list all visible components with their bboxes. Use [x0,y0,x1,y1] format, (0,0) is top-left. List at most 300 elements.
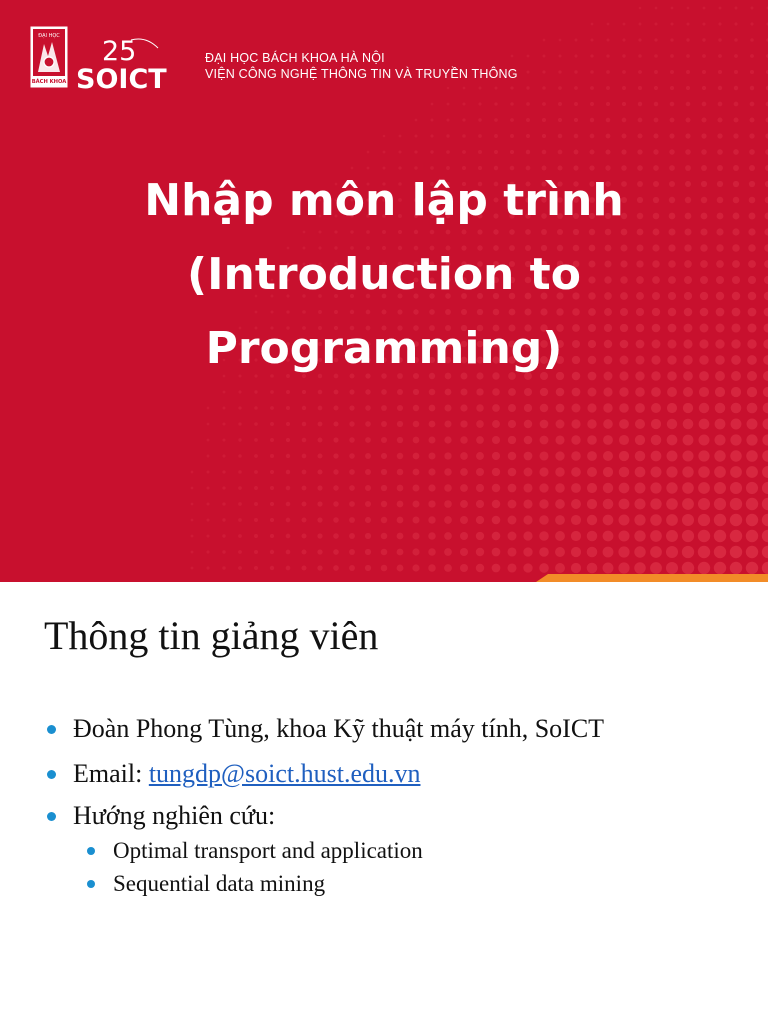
halftone-dot [634,562,646,574]
halftone-dot [555,563,565,573]
halftone-dot [653,149,658,154]
halftone-dot [683,419,694,430]
halftone-dot [558,134,562,138]
halftone-dot [542,150,547,155]
halftone-dot [558,102,562,106]
halftone-dot [763,403,768,414]
halftone-dot [254,438,258,442]
halftone-dot [654,54,658,58]
halftone-dot [682,466,693,477]
halftone-dot [430,134,433,137]
halftone-dot [698,450,709,461]
halftone-dot [286,550,291,555]
halftone-dot [587,483,597,493]
halftone-dot [492,500,501,509]
halftone-dot [747,387,757,397]
halftone-dot [383,151,386,154]
hust-logo-text-bottom: BÁCH KHOA [31,79,67,85]
halftone-dot [254,486,258,490]
halftone-dot [492,436,500,444]
halftone-dot [460,548,468,556]
halftone-dot [302,550,307,555]
halftone-dot [686,86,690,90]
halftone-dot [254,534,258,538]
halftone-dot [254,454,258,458]
halftone-dot [730,466,742,478]
halftone-dot [651,419,661,429]
halftone-dot [444,452,451,459]
halftone-dot [654,86,658,90]
halftone-dot [222,550,225,553]
halftone-dot [699,419,710,430]
halftone-dot [698,498,710,510]
title-line-1: Nhập môn lập trình [144,175,624,226]
halftone-dot [591,23,594,26]
halftone-dot [698,482,710,494]
halftone-dot [682,482,694,494]
halftone-dot [349,501,355,507]
halftone-dot [476,548,484,556]
halftone-dot [587,547,598,558]
halftone-dot [605,149,610,154]
halftone-dot [619,419,629,429]
halftone-dot [619,467,630,478]
halftone-dot [559,39,562,42]
halftone-dot [428,452,435,459]
halftone-dot [558,86,562,90]
halftone-dot [222,438,225,441]
halftone-dot [638,70,642,74]
halftone-dot [191,519,194,522]
halftone-dot [715,419,726,430]
halftone-dot [397,389,403,395]
halftone-dot [639,7,642,10]
halftone-dot [747,419,758,430]
halftone-dot [650,546,662,558]
halftone-dot [542,134,546,138]
halftone-dot [524,404,532,412]
halftone-dot [618,562,629,573]
halftone-dot [446,150,450,154]
bullet-email [73,758,420,790]
halftone-dot [365,453,371,459]
halftone-dot [508,532,517,541]
halftone-dot [686,70,690,74]
halftone-dot [413,421,420,428]
halftone-dot [730,562,742,574]
halftone-dot [415,135,418,138]
halftone-dot [445,389,452,396]
halftone-dot [762,498,768,510]
halftone-dot [702,86,706,90]
bullet-research-text: Hướng nghiên cứu: [73,801,276,830]
halftone-dot [650,482,661,493]
sub-bullet-text: Sequential data mining [113,871,326,896]
halftone-dot [365,565,371,571]
halftone-dot [731,419,742,430]
halftone-dot [638,86,642,90]
halftone-dot [556,420,565,429]
halftone-dot [651,467,662,478]
halftone-dot [587,451,597,461]
halftone-dot [575,39,578,42]
halftone-dot [603,451,613,461]
halftone-dot [634,498,645,509]
halftone-dot [702,38,705,41]
halftone-dot [749,149,755,155]
halftone-dot [622,38,625,41]
halftone-dot [635,435,645,445]
halftone-dot [666,482,677,493]
halftone-dot [635,483,646,494]
sub-bullet-dot-icon [87,847,95,855]
halftone-dot [206,502,209,505]
halftone-dot [702,102,707,107]
halftone-dot [302,486,307,491]
halftone-dot [714,562,726,574]
halftone-dot [492,516,501,525]
halftone-dot [365,421,371,427]
halftone-dot [333,453,338,458]
halftone-dot [397,517,404,524]
halftone-dot [429,389,436,396]
halftone-dot [494,150,498,154]
soict-logo-text: SOICT [76,64,167,94]
halftone-dot [749,117,754,122]
halftone-dot [492,548,501,557]
halftone-dot [460,436,468,444]
halftone-dot [698,530,710,542]
halftone-dot [719,7,722,10]
halftone-dot [207,455,210,458]
halftone-dot [318,438,323,443]
halftone-dot [270,566,274,570]
halftone-dot [524,436,533,445]
halftone-dot [574,134,579,139]
halftone-dot [714,546,726,558]
halftone-dot [555,515,565,525]
halftone-dot [590,54,593,57]
halftone-dot [606,102,610,106]
halftone-dot [587,499,597,509]
halftone-dot [238,502,242,506]
halftone-dot [463,87,466,90]
halftone-dot [540,388,548,396]
halftone-dot [671,7,674,10]
halftone-dot [317,533,322,538]
halftone-dot [238,406,241,409]
halftone-dot [619,403,629,413]
halftone-dot [476,404,483,411]
halftone-dot [222,454,225,457]
halftone-dot [670,86,674,90]
halftone-dot [254,502,258,506]
halftone-dot [381,421,387,427]
halftone-dot [655,7,658,10]
halftone-dot [444,516,452,524]
halftone-dot [746,434,757,445]
halftone-dot [635,467,646,478]
halftone-dot [270,518,274,522]
halftone-dot [622,86,626,90]
halftone-dot [413,437,420,444]
halftone-dot [286,422,290,426]
halftone-dot [635,403,645,413]
halftone-dot [333,517,339,523]
halftone-dot [428,468,435,475]
halftone-dot [397,437,403,443]
halftone-dot [750,38,754,42]
bullet-name-text: Đoàn Phong Tùng, khoa Kỹ thuật máy tính, SoICT [73,714,605,743]
halftone-dot [699,403,709,413]
halftone-dot [365,517,371,523]
halftone-dot [670,54,674,58]
halftone-dot [238,454,242,458]
halftone-dot [539,531,549,541]
halftone-dot [207,423,210,426]
halftone-dot [492,564,501,573]
halftone-dot [334,390,339,395]
halftone-dot [191,535,194,538]
halftone-dot [223,407,226,410]
halftone-dot [398,150,401,153]
halftone-dot [270,550,274,554]
halftone-dot [730,546,742,558]
halftone-dot [718,86,722,90]
halftone-dot [762,434,768,445]
halftone-dot [606,86,610,90]
halftone-dot [686,102,691,107]
halftone-dot [718,22,721,25]
halftone-dot [639,23,642,26]
halftone-dot [730,434,741,445]
halftone-dot [603,499,614,510]
halftone-dot [619,515,630,526]
halftone-dot [429,421,436,428]
halftone-dot [349,437,355,443]
halftone-dot [701,149,707,155]
halftone-dot [590,102,594,106]
halftone-dot [414,150,417,153]
halftone-dot [317,549,322,554]
halftone-dot [270,534,274,538]
halftone-dot [686,22,689,25]
halftone-dot [539,563,549,573]
halftone-dot [714,514,726,526]
halftone-dot [571,435,580,444]
halftone-dot [524,468,533,477]
halftone-dot [682,530,694,542]
halftone-dot [603,467,613,477]
halftone-dot [714,530,726,542]
halftone-dot [622,70,626,74]
halftone-dot [446,118,449,121]
halftone-dot [302,454,307,459]
halftone-dot [333,501,339,507]
halftone-dot [286,406,290,410]
halftone-dot [587,435,597,445]
halftone-dot [413,389,419,395]
halftone-dot [381,485,387,491]
halftone-dot [523,483,532,492]
halftone-dot [682,498,694,510]
halftone-dot [381,533,388,540]
halftone-dot [492,420,500,428]
halftone-dot [381,549,388,556]
halftone-dot [207,439,210,442]
halftone-dot [654,118,659,123]
halftone-dot [349,421,354,426]
bullet-dot-icon [47,812,56,821]
halftone-dot [651,435,662,446]
halftone-dot [734,54,738,58]
halftone-dot [447,103,450,106]
halftone-dot [222,422,225,425]
halftone-dot [587,403,596,412]
halftone-dot [670,38,673,41]
halftone-dot [270,390,274,394]
halftone-dot [412,516,419,523]
halftone-dot [667,435,678,446]
halftone-dot [682,450,693,461]
halftone-dot [317,501,322,506]
halftone-dot [460,532,468,540]
halftone-dot [478,134,482,138]
halftone-dot [492,484,500,492]
email-link[interactable]: tungdp@soict.hust.edu.vn [148,759,421,788]
halftone-dot [508,516,517,525]
halftone-dot [571,451,581,461]
halftone-dot [526,118,530,122]
halftone-dot [571,467,581,477]
halftone-dot [650,530,662,542]
halftone-dot [222,470,225,473]
halftone-dot [399,135,402,138]
halftone-dot [590,70,594,74]
halftone-dot [523,515,532,524]
halftone-dot [603,387,612,396]
halftone-dot [734,70,738,74]
sub-bullet-optimal-transport [113,837,423,865]
halftone-dot [539,467,548,476]
halftone-dot [540,404,549,413]
halftone-dot [444,548,452,556]
halftone-dot [492,388,500,396]
halftone-dot [397,501,404,508]
halftone-dot [270,406,274,410]
halftone-dot [460,468,468,476]
halftone-dot [508,500,517,509]
halftone-dot [556,388,565,397]
halftone-dot [718,118,723,123]
halftone-dot [618,546,629,557]
halftone-dot [714,450,725,461]
halftone-dot [492,532,501,541]
halftone-dot [286,470,290,474]
halftone-dot [734,102,739,107]
halftone-dot [623,23,626,26]
halftone-dot [762,546,768,558]
halftone-dot [621,149,626,154]
title-line-3: Programming) [205,323,563,374]
halftone-dot [476,468,484,476]
halftone-dot [667,451,678,462]
halftone-dot [476,484,484,492]
halftone-dot [318,422,323,427]
halftone-dot [444,468,451,475]
halftone-dot [302,390,306,394]
halftone-dot [238,534,242,538]
halftone-dot [507,547,516,556]
halftone-dot [730,514,742,526]
halftone-dot [619,387,628,396]
halftone-dot [683,387,693,397]
halftone-dot [317,565,322,570]
halftone-dot [367,151,370,154]
slide-title [0,164,768,386]
halftone-dot [524,420,532,428]
halftone-dot [686,118,691,123]
halftone-dot [651,403,661,413]
halftone-dot [606,70,610,74]
halftone-dot [603,435,613,445]
halftone-dot [365,405,371,411]
halftone-dot [460,404,467,411]
halftone-dot [762,450,768,462]
halftone-dot [428,484,435,491]
halftone-dot [333,437,338,442]
halftone-dot [508,484,517,493]
halftone-dot [635,451,646,462]
halftone-dot [539,547,549,557]
halftone-dot [666,466,677,477]
halftone-dot [460,484,468,492]
halftone-dot [746,514,758,526]
halftone-dot [606,118,611,123]
halftone-dot [238,518,242,522]
halftone-dot [318,454,323,459]
halftone-dot [447,87,450,90]
halftone-dot [365,469,371,475]
halftone-dot [715,403,726,414]
halftone-dot [428,532,435,539]
halftone-dot [619,451,629,461]
sub-bullet-dot-icon [87,880,95,888]
halftone-dot [590,118,594,122]
halftone-dot [191,487,194,490]
halftone-dot [571,547,581,557]
halftone-dot [333,469,338,474]
halftone-dot [302,470,307,475]
halftone-dot [478,118,481,121]
halftone-dot [444,484,452,492]
halftone-dot [444,564,452,572]
halftone-dot [666,546,678,558]
halftone-dot [634,546,645,557]
halftone-dot [606,134,611,139]
halftone-dot [606,38,609,41]
orange-accent-bar [0,574,768,582]
halftone-dot [622,102,626,106]
halftone-dot [750,54,754,58]
halftone-dot [634,514,645,525]
halftone-dot [571,531,581,541]
halftone-dot [508,388,516,396]
halftone-dot [254,550,258,554]
halftone-dot [638,54,642,58]
halftone-dot [523,563,532,572]
halftone-dot [714,498,726,510]
